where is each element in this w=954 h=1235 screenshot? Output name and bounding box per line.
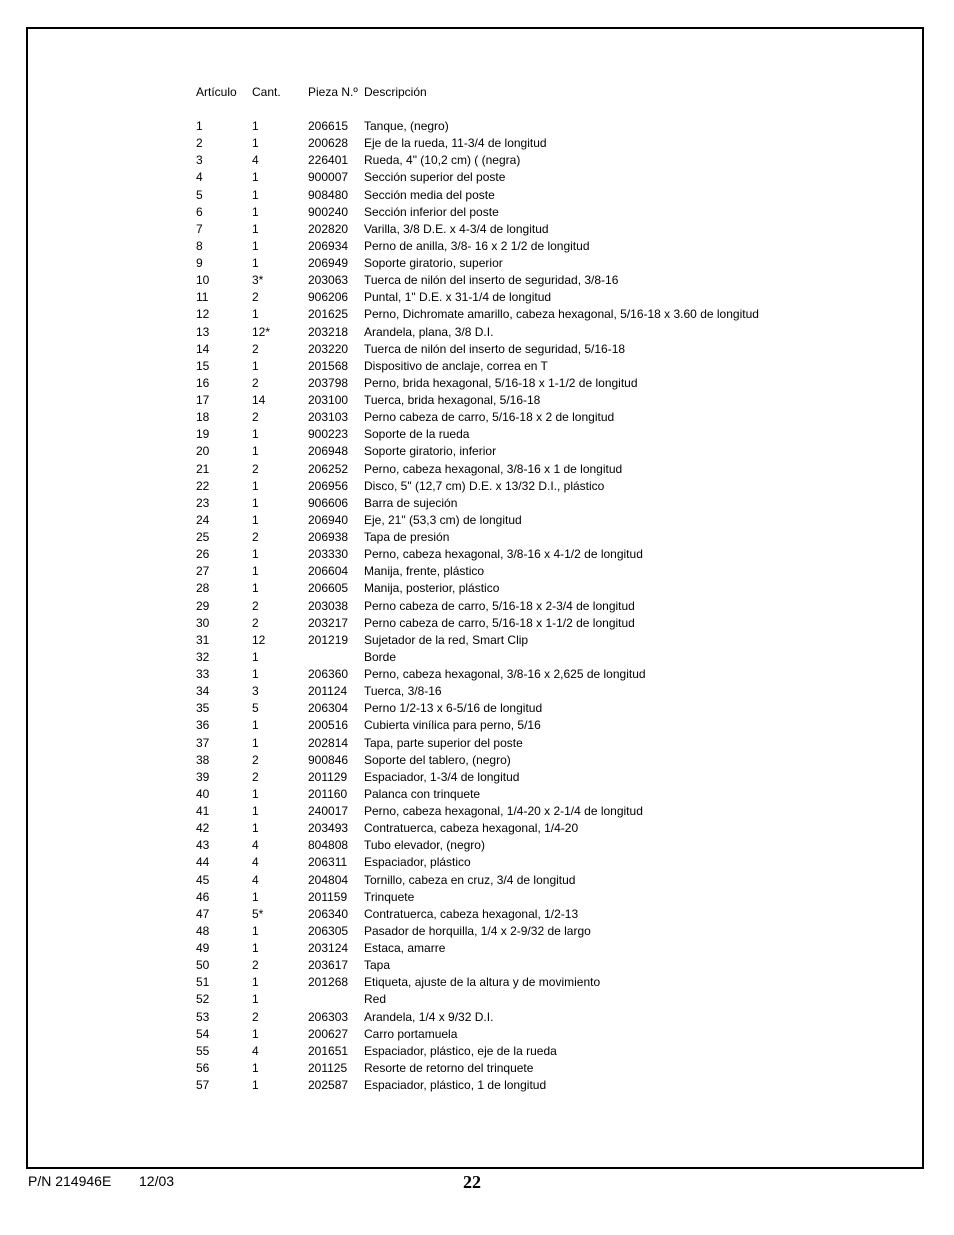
item-description: Puntal, 1" D.E. x 31-1/4 de longitud — [364, 290, 552, 305]
item-part-number: 203124 — [308, 941, 349, 955]
item-number: 12 — [196, 307, 210, 322]
table-row — [196, 838, 896, 855]
item-part-number: 206615 — [308, 119, 349, 133]
item-quantity: 2 — [252, 375, 259, 390]
item-quantity: 1 — [252, 119, 259, 133]
item-part-number: 201268 — [308, 975, 349, 990]
item-part-number: 206305 — [308, 923, 349, 938]
item-quantity: 1 — [252, 735, 259, 750]
item-part-number: 206605 — [308, 581, 349, 596]
table-row — [196, 958, 896, 975]
item-number: 5 — [196, 187, 203, 202]
item-description: Perno, Dichromate amarillo, cabeza hexagonal, 5/16-18 x 3.60 de longitud — [364, 307, 759, 322]
item-quantity: 1 — [252, 238, 259, 253]
item-quantity: 2 — [252, 958, 259, 973]
item-description: Eje de la rueda, 11-3/4 de longitud — [364, 136, 547, 151]
item-number: 55 — [196, 1043, 210, 1058]
item-description: Sujetador de la red, Smart Clip — [364, 632, 529, 647]
item-part-number: 203217 — [308, 615, 349, 630]
item-description: Barra de sujeción — [364, 495, 458, 510]
item-part-number: 203220 — [308, 341, 349, 356]
item-number: 40 — [196, 786, 210, 801]
item-quantity: 12 — [252, 632, 266, 647]
item-number: 52 — [196, 992, 210, 1007]
item-number: 10 — [196, 273, 210, 288]
item-number: 26 — [196, 547, 210, 562]
item-number: 38 — [196, 752, 210, 767]
item-description: Resorte de retorno del trinquete — [364, 1060, 534, 1075]
item-quantity: 1 — [252, 992, 259, 1007]
item-description: Sección inferior del poste — [364, 204, 499, 219]
item-part-number: 203798 — [308, 375, 349, 390]
item-description: Perno cabeza de carro, 5/16-18 x 2 de longitud — [364, 410, 615, 425]
item-part-number: 206340 — [308, 906, 349, 921]
table-row — [196, 873, 896, 890]
item-number: 57 — [196, 1078, 210, 1092]
item-part-number: 201160 — [308, 786, 348, 801]
item-description: Perno cabeza de carro, 5/16-18 x 2-3/4 de longitud — [364, 598, 635, 613]
item-quantity: 1 — [252, 221, 259, 236]
item-part-number: 201651 — [308, 1043, 349, 1058]
item-part-number: 206311 — [308, 855, 348, 870]
table-row — [196, 513, 896, 530]
item-description: Dispositivo de anclaje, correa en T — [364, 358, 548, 373]
item-part-number: 206940 — [308, 512, 349, 527]
item-description: Arandela, 1/4 x 9/32 D.I. — [364, 1009, 494, 1024]
item-number: 46 — [196, 889, 210, 904]
item-quantity: 1 — [252, 427, 259, 442]
table-row — [196, 821, 896, 838]
table-row — [196, 924, 896, 941]
item-number: 50 — [196, 958, 210, 973]
header-descripcion: Descripción — [364, 85, 427, 99]
item-description: Tuerca de nilón del inserto de seguridad, 5/16-18 — [364, 341, 626, 356]
item-description: Tuerca de nilón del inserto de seguridad, 3/8-16 — [364, 273, 619, 288]
table-row — [196, 222, 896, 239]
header-articulo: Artículo — [196, 85, 237, 99]
table-row — [196, 256, 896, 273]
item-number: 8 — [196, 238, 203, 253]
item-number: 2 — [196, 136, 203, 151]
item-part-number: 204804 — [308, 872, 349, 887]
table-row — [196, 119, 896, 136]
item-part-number: 226401 — [308, 153, 349, 168]
table-row — [196, 753, 896, 770]
item-quantity: 2 — [252, 530, 259, 544]
item-quantity: 1 — [252, 170, 259, 185]
item-part-number: 201159 — [308, 889, 348, 904]
item-part-number: 206360 — [308, 667, 349, 681]
item-part-number: 201129 — [308, 769, 348, 784]
item-quantity: 1 — [252, 889, 259, 904]
parts-list — [196, 119, 896, 1095]
item-number: 43 — [196, 838, 210, 853]
item-quantity: 2 — [252, 752, 259, 767]
table-row — [196, 992, 896, 1009]
item-description: Tuerca, 3/8-16 — [364, 684, 442, 699]
table-row — [196, 444, 896, 461]
item-number: 31 — [196, 632, 210, 647]
item-number: 7 — [196, 221, 203, 236]
item-number: 3 — [196, 153, 203, 168]
item-description: Perno, cabeza hexagonal, 3/8-16 x 1 de longitud — [364, 461, 623, 476]
item-number: 24 — [196, 512, 210, 527]
item-quantity: 1 — [252, 478, 259, 493]
item-description: Perno, brida hexagonal, 5/16-18 x 1-1/2 de longitud — [364, 375, 638, 390]
item-description: Borde — [364, 649, 397, 664]
item-quantity: 1 — [252, 358, 259, 373]
item-description: Tapa — [364, 958, 391, 973]
item-description: Contratuerca, cabeza hexagonal, 1/4-20 — [364, 821, 579, 836]
table-row — [196, 290, 896, 307]
table-row — [196, 1061, 896, 1078]
item-part-number: 206252 — [308, 461, 349, 476]
item-quantity: 2 — [252, 410, 259, 425]
item-part-number: 206938 — [308, 530, 349, 544]
item-number: 27 — [196, 564, 210, 579]
table-row — [196, 1010, 896, 1027]
item-description: Espaciador, 1-3/4 de longitud — [364, 769, 520, 784]
item-part-number: 900007 — [308, 170, 349, 185]
part-number: P/N 214946E — [28, 1173, 112, 1189]
table-row — [196, 410, 896, 427]
item-number: 11 — [196, 290, 209, 305]
item-description: Tanque, (negro) — [364, 119, 449, 133]
table-row — [196, 650, 896, 667]
item-part-number: 203063 — [308, 273, 349, 288]
table-row — [196, 427, 896, 444]
item-description: Pasador de horquilla, 1/4 x 2-9/32 de largo — [364, 923, 591, 938]
item-description: Soporte del tablero, (negro) — [364, 752, 511, 767]
item-description: Espaciador, plástico, eje de la rueda — [364, 1043, 557, 1058]
item-part-number: 200628 — [308, 136, 349, 151]
item-number: 19 — [196, 427, 210, 442]
table-row — [196, 975, 896, 992]
item-part-number: 200516 — [308, 718, 349, 733]
item-description: Tornillo, cabeza en cruz, 3/4 de longitud — [364, 872, 576, 887]
item-number: 51 — [196, 975, 210, 990]
header-cant: Cant. — [252, 85, 281, 99]
item-part-number: 203103 — [308, 410, 349, 425]
item-quantity: 1 — [252, 718, 259, 733]
header-pieza: Pieza N.º — [308, 85, 358, 99]
item-quantity: 4 — [252, 872, 259, 887]
item-part-number: 906606 — [308, 495, 349, 510]
item-description: Soporte giratorio, inferior — [364, 444, 497, 459]
table-row — [196, 479, 896, 496]
item-description: Tapa, parte superior del poste — [364, 735, 523, 750]
item-quantity: 1 — [252, 204, 259, 219]
item-quantity: 1 — [252, 821, 259, 836]
item-part-number: 906206 — [308, 290, 349, 305]
item-quantity: 1 — [252, 307, 259, 322]
item-description: Estaca, amarre — [364, 941, 446, 955]
item-number: 35 — [196, 701, 210, 716]
item-part-number: 206948 — [308, 444, 349, 459]
item-number: 30 — [196, 615, 210, 630]
item-part-number: 206934 — [308, 238, 349, 253]
item-quantity: 1 — [252, 512, 259, 527]
item-quantity: 5* — [252, 906, 264, 921]
item-description: Tubo elevador, (negro) — [364, 838, 485, 853]
item-number: 42 — [196, 821, 210, 836]
item-quantity: 1 — [252, 941, 259, 955]
table-row — [196, 804, 896, 821]
item-quantity: 4 — [252, 1043, 259, 1058]
item-description: Manija, frente, plástico — [364, 564, 485, 579]
item-part-number: 202820 — [308, 221, 349, 236]
table-row — [196, 188, 896, 205]
footer-date: 12/03 — [139, 1173, 175, 1189]
table-row — [196, 633, 896, 650]
table-row — [196, 547, 896, 564]
item-number: 41 — [196, 804, 210, 818]
item-description: Red — [364, 992, 387, 1007]
item-quantity: 4 — [252, 153, 259, 168]
item-number: 34 — [196, 684, 210, 699]
table-row — [196, 342, 896, 359]
item-quantity: 1 — [252, 547, 259, 562]
item-quantity: 1 — [252, 187, 259, 202]
item-number: 29 — [196, 598, 210, 613]
item-quantity: 2 — [252, 461, 259, 476]
table-row — [196, 907, 896, 924]
item-part-number: 908480 — [308, 187, 349, 202]
item-part-number: 200627 — [308, 1026, 349, 1041]
table-row — [196, 170, 896, 187]
item-description: Soporte giratorio, superior — [364, 256, 503, 270]
item-part-number: 203218 — [308, 324, 349, 339]
item-description: Tuerca, brida hexagonal, 5/16-18 — [364, 393, 541, 407]
item-description: Arandela, plana, 3/8 D.I. — [364, 324, 494, 339]
table-row — [196, 616, 896, 633]
item-part-number: 900846 — [308, 752, 349, 767]
item-quantity: 1 — [252, 256, 259, 270]
item-part-number: 206303 — [308, 1009, 349, 1024]
item-description: Perno cabeza de carro, 5/16-18 x 1-1/2 de longitud — [364, 615, 635, 630]
item-number: 17 — [196, 393, 210, 407]
table-row — [196, 787, 896, 804]
item-description: Sección superior del poste — [364, 170, 506, 185]
item-quantity: 4 — [252, 855, 259, 870]
item-part-number: 202587 — [308, 1078, 349, 1092]
item-quantity: 2 — [252, 769, 259, 784]
table-row — [196, 359, 896, 376]
item-number: 4 — [196, 170, 203, 185]
item-quantity: 1 — [252, 444, 259, 459]
item-part-number: 201625 — [308, 307, 349, 322]
item-part-number: 203617 — [308, 958, 349, 973]
item-number: 6 — [196, 204, 203, 219]
item-description: Contratuerca, cabeza hexagonal, 1/2-13 — [364, 906, 579, 921]
table-row — [196, 136, 896, 153]
item-description: Trinquete — [364, 889, 415, 904]
item-quantity: 1 — [252, 923, 259, 938]
item-description: Tapa de presión — [364, 530, 450, 544]
item-part-number: 201124 — [308, 684, 348, 699]
item-quantity: 2 — [252, 290, 259, 305]
item-description: Perno, cabeza hexagonal, 3/8-16 x 4-1/2 de longitud — [364, 547, 643, 562]
item-part-number: 206949 — [308, 256, 349, 270]
table-row — [196, 684, 896, 701]
item-description: Soporte de la rueda — [364, 427, 470, 442]
item-part-number: 203100 — [308, 393, 349, 407]
table-row — [196, 1078, 896, 1095]
item-number: 36 — [196, 718, 210, 733]
item-quantity: 3* — [252, 273, 264, 288]
item-part-number: 201568 — [308, 358, 349, 373]
item-number: 25 — [196, 530, 210, 544]
table-row — [196, 855, 896, 872]
table-row — [196, 462, 896, 479]
item-quantity: 1 — [252, 804, 259, 818]
item-description: Eje, 21" (53,3 cm) de longitud — [364, 512, 522, 527]
table-row — [196, 1044, 896, 1061]
table-row — [196, 718, 896, 735]
table-row — [196, 153, 896, 170]
item-part-number: 203038 — [308, 598, 349, 613]
item-quantity: 4 — [252, 838, 259, 853]
item-quantity: 1 — [252, 136, 259, 151]
item-quantity: 3 — [252, 684, 259, 699]
item-quantity: 1 — [252, 495, 259, 510]
item-quantity: 1 — [252, 786, 259, 801]
item-description: Rueda, 4" (10,2 cm) ( (negra) — [364, 153, 521, 168]
table-row — [196, 736, 896, 753]
table-row — [196, 376, 896, 393]
item-number: 14 — [196, 341, 210, 356]
table-row — [196, 530, 896, 547]
item-part-number: 206956 — [308, 478, 349, 493]
item-quantity: 2 — [252, 598, 259, 613]
item-part-number: 203330 — [308, 547, 349, 562]
item-quantity: 12* — [252, 324, 271, 339]
item-number: 39 — [196, 769, 210, 784]
item-quantity: 1 — [252, 581, 259, 596]
item-number: 53 — [196, 1009, 210, 1024]
item-description: Disco, 5" (12,7 cm) D.E. x 13/32 D.I., plástico — [364, 478, 605, 493]
item-description: Perno, cabeza hexagonal, 1/4-20 x 2-1/4 de longitud — [364, 804, 643, 818]
item-description: Manija, posterior, plástico — [364, 581, 500, 596]
page-number: 22 — [463, 1172, 481, 1192]
item-part-number: 206604 — [308, 564, 349, 579]
item-quantity: 1 — [252, 1078, 259, 1092]
item-description: Carro portamuela — [364, 1026, 458, 1041]
item-number: 37 — [196, 735, 210, 750]
table-row — [196, 667, 896, 684]
item-number: 47 — [196, 906, 210, 921]
item-number: 1 — [196, 119, 203, 133]
item-number: 32 — [196, 649, 210, 664]
item-description: Espaciador, plástico — [364, 855, 471, 870]
item-quantity: 1 — [252, 1060, 259, 1075]
item-number: 20 — [196, 444, 210, 459]
item-description: Perno de anilla, 3/8- 16 x 2 1/2 de longitud — [364, 238, 590, 253]
table-row — [196, 273, 896, 290]
table-row — [196, 205, 896, 222]
item-number: 18 — [196, 410, 210, 425]
item-number: 33 — [196, 667, 210, 681]
table-row — [196, 581, 896, 598]
table-row — [196, 770, 896, 787]
item-quantity: 1 — [252, 564, 259, 579]
table-row — [196, 564, 896, 581]
item-description: Espaciador, plástico, 1 de longitud — [364, 1078, 547, 1092]
table-row — [196, 599, 896, 616]
item-number: 23 — [196, 495, 210, 510]
item-part-number: 240017 — [308, 804, 349, 818]
table-row — [196, 496, 896, 513]
item-number: 48 — [196, 923, 210, 938]
table-row — [196, 239, 896, 256]
item-part-number: 203493 — [308, 821, 349, 836]
item-number: 15 — [196, 358, 210, 373]
item-quantity: 2 — [252, 341, 259, 356]
table-row — [196, 325, 896, 342]
item-quantity: 2 — [252, 615, 259, 630]
item-part-number: 202814 — [308, 735, 349, 750]
item-quantity: 14 — [252, 393, 266, 407]
item-number: 44 — [196, 855, 210, 870]
table-row — [196, 307, 896, 324]
item-number: 28 — [196, 581, 210, 596]
table-row — [196, 701, 896, 718]
item-description: Perno 1/2-13 x 6-5/16 de longitud — [364, 701, 543, 716]
item-number: 45 — [196, 872, 210, 887]
table-row — [196, 890, 896, 907]
item-number: 56 — [196, 1060, 210, 1075]
table-row — [196, 941, 896, 958]
item-number: 13 — [196, 324, 210, 339]
item-number: 54 — [196, 1026, 210, 1041]
table-row — [196, 1027, 896, 1044]
item-description: Varilla, 3/8 D.E. x 4-3/4 de longitud — [364, 221, 549, 236]
item-description: Cubierta vinílica para perno, 5/16 — [364, 718, 541, 733]
table-row — [196, 393, 896, 410]
item-number: 22 — [196, 478, 210, 493]
item-description: Etiqueta, ajuste de la altura y de movimiento — [364, 975, 601, 990]
item-number: 49 — [196, 941, 210, 955]
item-description: Perno, cabeza hexagonal, 3/8-16 x 2,625 de longitud — [364, 667, 646, 681]
item-number: 21 — [196, 461, 210, 476]
item-quantity: 1 — [252, 975, 259, 990]
item-number: 9 — [196, 256, 203, 270]
item-part-number: 201219 — [308, 632, 349, 647]
item-number: 16 — [196, 375, 210, 390]
item-quantity: 1 — [252, 667, 259, 681]
item-quantity: 1 — [252, 1026, 259, 1041]
item-quantity: 2 — [252, 1009, 259, 1024]
item-quantity: 1 — [252, 649, 259, 664]
item-description: Palanca con trinquete — [364, 786, 481, 801]
item-part-number: 206304 — [308, 701, 349, 716]
item-quantity: 5 — [252, 701, 259, 716]
item-part-number: 900240 — [308, 204, 349, 219]
item-part-number: 900223 — [308, 427, 349, 442]
item-part-number: 201125 — [308, 1060, 348, 1075]
item-description: Sección media del poste — [364, 187, 495, 202]
item-part-number: 804808 — [308, 838, 349, 853]
